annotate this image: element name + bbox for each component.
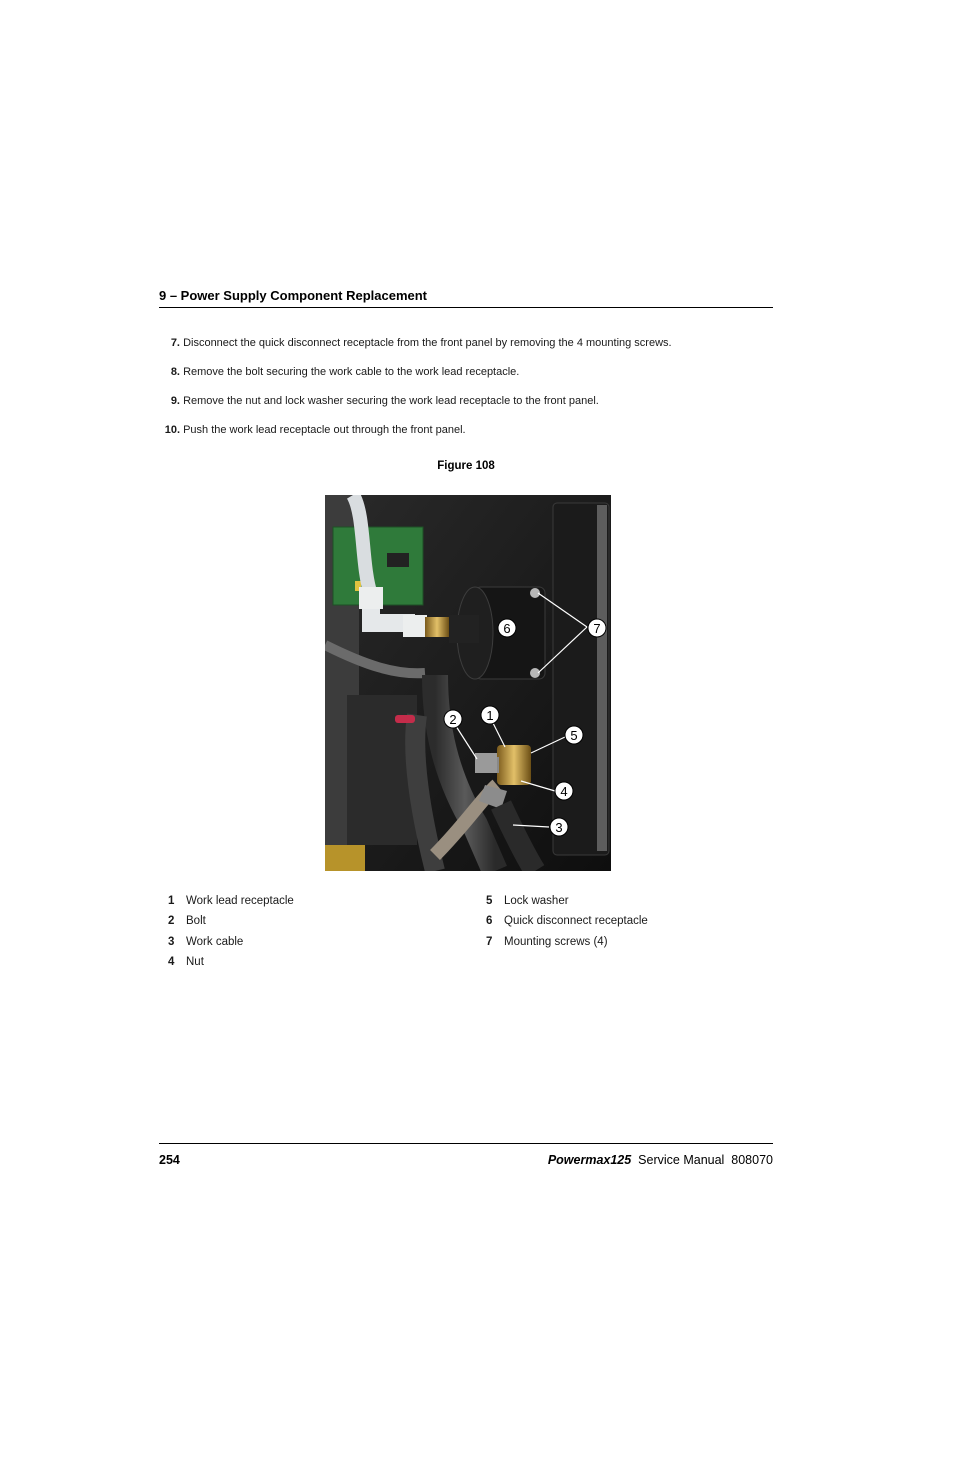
callout-4 <box>555 782 573 800</box>
legend-item <box>168 915 206 927</box>
callout-label: 7 <box>593 621 601 636</box>
doc-number: 808070 <box>731 1153 773 1167</box>
step-text: Disconnect the quick disconnect receptacle from the front panel by removing the 4 mounting screws. <box>183 337 672 349</box>
page-number: 254 <box>159 1153 180 1167</box>
figure-caption: Figure 108 <box>437 460 495 472</box>
header-divider <box>159 307 773 308</box>
legend-number: 4 <box>168 956 175 968</box>
legend-item <box>486 895 569 907</box>
callout-label: 1 <box>486 708 494 723</box>
legend-item <box>168 956 204 968</box>
callout-2 <box>444 710 462 728</box>
legend-label: Bolt <box>186 915 206 927</box>
footer-divider <box>159 1143 773 1144</box>
callout-label: 2 <box>449 712 457 727</box>
legend-item <box>168 895 294 907</box>
legend-number: 5 <box>486 895 493 907</box>
callout-label: 4 <box>560 784 568 799</box>
callout-label: 3 <box>555 820 563 835</box>
callout-1 <box>481 706 499 724</box>
legend-item <box>486 915 648 927</box>
section-title: 9 – Power Supply Component Replacement <box>159 288 427 303</box>
step-number: 10. <box>164 424 180 436</box>
step-item <box>159 337 773 349</box>
footer-doc-info <box>548 1153 773 1167</box>
callout-5 <box>565 726 583 744</box>
legend-item <box>486 936 608 948</box>
component-photo <box>325 495 611 871</box>
legend-label: Nut <box>186 956 204 968</box>
legend-item <box>168 936 243 948</box>
doc-type: Service Manual <box>638 1153 725 1167</box>
legend-number: 1 <box>168 895 175 907</box>
step-number: 7. <box>170 337 180 349</box>
callout-label: 5 <box>570 728 578 743</box>
product-name: Powermax125 <box>547 1153 632 1167</box>
step-text: Push the work lead receptacle out through the front panel. <box>183 424 466 436</box>
step-number: 8. <box>170 366 180 378</box>
callout-label: 6 <box>503 621 511 636</box>
step-text: Remove the nut and lock washer securing the work lead receptacle to the front panel. <box>183 395 599 407</box>
step-item <box>159 395 773 407</box>
legend-label: Work lead receptacle <box>186 895 294 907</box>
callout-6 <box>498 619 516 637</box>
legend-label: Lock washer <box>504 895 569 907</box>
callout-3 <box>550 818 568 836</box>
legend-number: 2 <box>168 915 175 927</box>
step-item <box>159 424 773 436</box>
step-item <box>159 366 773 378</box>
legend-label: Mounting screws (4) <box>504 936 608 948</box>
step-text: Remove the bolt securing the work cable to the work lead receptacle. <box>183 366 520 378</box>
legend-number: 6 <box>486 915 493 927</box>
callout-7 <box>588 619 606 637</box>
legend-number: 7 <box>486 936 493 948</box>
legend-label: Quick disconnect receptacle <box>504 915 648 927</box>
legend-number: 3 <box>168 936 175 948</box>
legend-label: Work cable <box>186 936 244 948</box>
step-number: 9. <box>170 395 180 407</box>
